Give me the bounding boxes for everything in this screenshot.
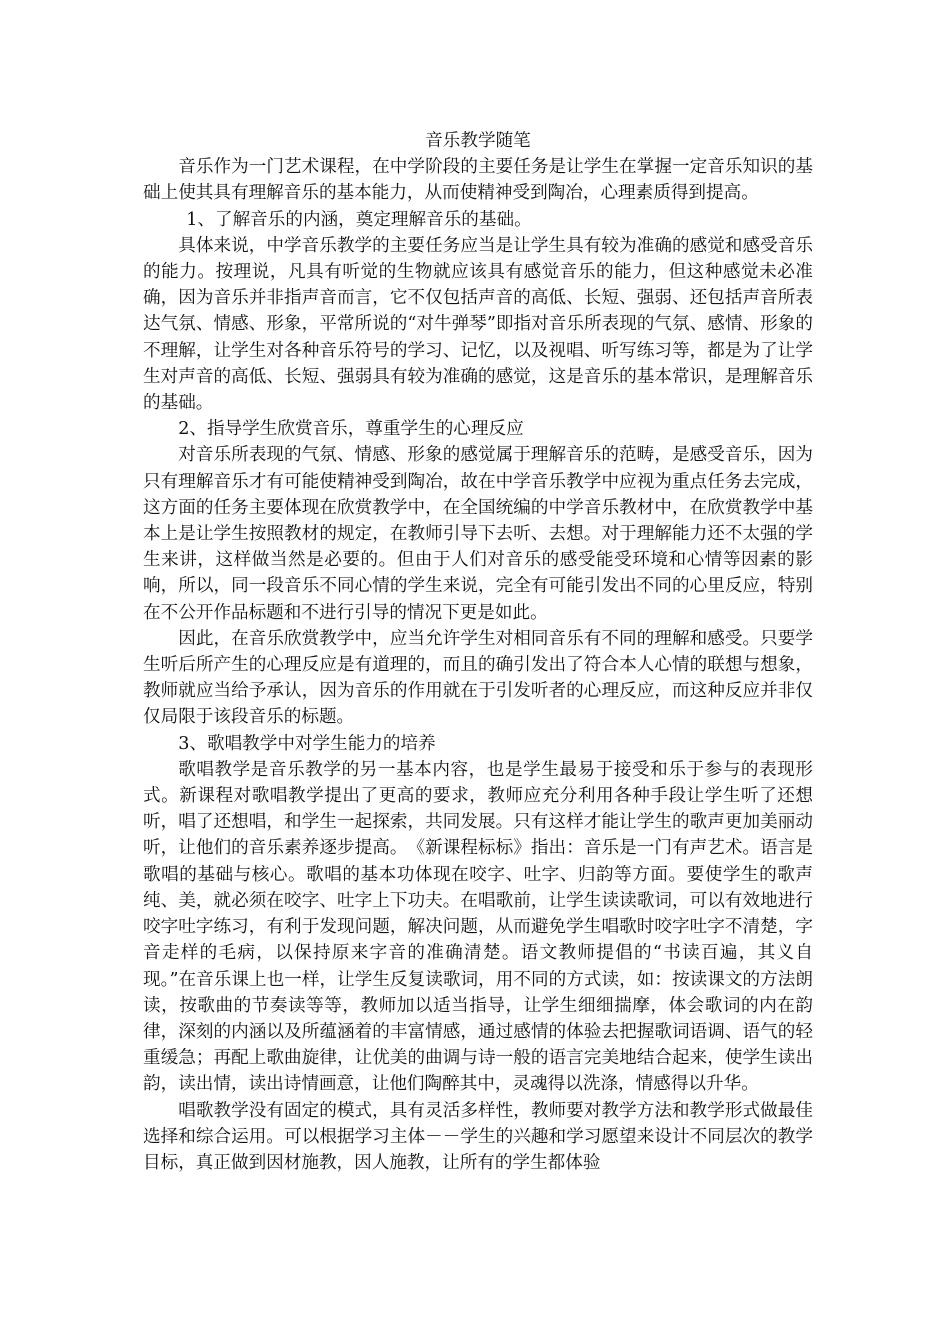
paragraph-section-3b: 唱歌教学没有固定的模式，具有灵活多样性，教师要对教学方法和教学形式做最佳选择和综合运用。可以根据学习主体－－学生的兴趣和学习愿望来设计不同层次的教学目标，真正做到因材施教，因人施教，让所有的学生都体验 — [143, 1100, 813, 1173]
paragraph-section-3a: 歌唱教学是音乐教学的另一基本内容，也是学生最易于接受和乐于参与的表现形式。新课程对歌唱教学提出了更高的要求，教师应充分利用各种手段让学生听了还想听，唱了还想唱，和学生一起探索，共同发展。只有这样才能让学生的歌声更加美丽动听，让他们的音乐素养逐步提高。 《新课程标标》指出：音乐是一门有声艺术。语言是歌唱的基础与核心。歌唱的基本功体现在咬字、吐字、归韵等方面。要使学生的歌声纯、美，就必须在咬字、吐字上下功夫。在唱歌前，让学生读读歌词，可以有效地进行咬字吐字练习，有利于发现问题，解决问题，从而避免学生唱歌时咬字吐字不清楚，字音走样的毛病，以保持原来字音的准确清楚。语文教师提倡的“书读百遍，其义自现。”在音乐课上也一样，让学生反复读歌词，用不同的方式读，如：按读课文的方法朗读，按歌曲的节奏读等等，教师加以适当指导，让学生细细揣摩，体会歌词的内在韵律，深刻的内涵以及所蕴涵着的丰富情感，通过感情的体验去把握歌词语调、语气的轻重缓急；再配上歌曲旋律，让优美的曲调与诗一般的语言完美地结合起来，使学生读出韵，读出情，读出诗情画意，让他们陶醉其中，灵魂得以洗涤，情感得以升华。 — [143, 759, 813, 1095]
paragraph-section-2b: 因此，在音乐欣赏教学中，应当允许学生对相同音乐有不同的理解和感受。只要学生听后所产生的心理反应是有道理的，而且的确引发出了符合本人心情的联想与想象，教师就应当给予承认，因为音乐的作用就在于引发听者的心理反应，而这种反应并非仅仅局限于该段音乐的标题。 — [143, 628, 813, 728]
section-heading-2: 2、指导学生欣赏音乐，尊重学生的心理反应 — [178, 419, 524, 440]
section-heading-1: 1、了解音乐的内涵，奠定理解音乐的基础。 — [186, 209, 532, 230]
paragraph-section-1: 具体来说，中学音乐教学的主要任务应当是让学生具有较为准确的感觉和感受音乐的能力。按理说，凡具有听觉的生物就应该具有感觉音乐的能力，但这种感觉未必准确，因为音乐并非指声音而言，它不仅包括声音的高低、长短、强弱、还包括声音所表达气氛、情感、形象，平常所说的“对牛弹琴”即指对音乐所表现的气氛、感情、形象的不理解，让学生对各种音乐符号的学习、记忆，以及视唱、听写练习等，都是为了让学生对声音的高低、长短、强弱具有较为准确的感觉，这是音乐的基本常识，是理解音乐的基础。 — [143, 235, 813, 414]
paragraph-intro: 音乐作为一门艺术课程，在中学阶段的主要任务是让学生在掌握一定音乐知识的基础上使其具有理解音乐的基本能力，从而使精神受到陶冶，心理素质得到提高。 — [143, 157, 813, 204]
document-title: 音乐教学随笔 — [425, 131, 531, 151]
document-body — [143, 154, 813, 1176]
document-page — [143, 128, 813, 1176]
section-heading-3: 3、歌唱教学中对学生能力的培养 — [178, 733, 436, 754]
paragraph-section-2a: 对音乐所表现的气氛、情感、形象的感觉属于理解音乐的范畴，是感受音乐，因为只有理解音乐才有可能使精神受到陶冶，故在中学音乐教学中应视为重点任务去完成，这方面的任务主要体现在欣赏教学中，在全国统编的中学音乐教材中，在欣赏教学中基本上是让学生按照教材的规定，在教师引导下去听、去想。对于理解能力还不太强的学生来讲，这样做当然是必要的。但由于人们对音乐的感受能受环境和心情等因素的影响，所以，同一段音乐不同心情的学生来说，完全有可能引发出不同的心里反应，特别在不公开作品标题和不进行引导的情况下更是如此。 — [143, 445, 813, 623]
